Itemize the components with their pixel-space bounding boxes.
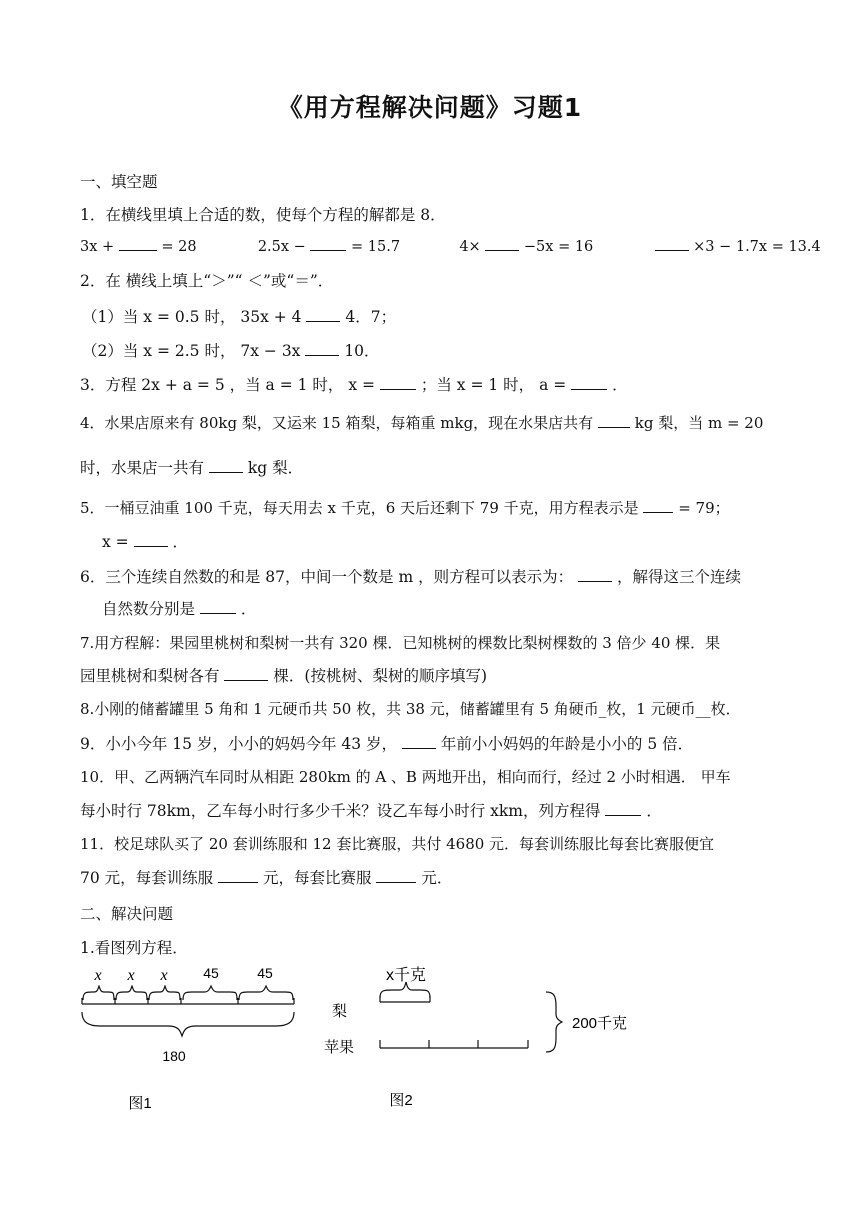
answer-blank[interactable]	[224, 666, 268, 681]
answer-blank[interactable]	[306, 307, 340, 322]
answer-blank[interactable]	[218, 868, 258, 883]
pear-row-label: 梨	[332, 1003, 348, 1020]
part-1-text: （1）当 x = 0.5 时， 35x + 4	[82, 308, 302, 326]
page-title: 《用方程解决问题》习题1	[277, 93, 583, 122]
pear-weight-label: x千克	[385, 967, 427, 984]
question-7-line-2	[80, 664, 487, 686]
question-9	[80, 732, 693, 754]
answer-blank[interactable]	[200, 599, 236, 614]
question-3-text-c: ．	[612, 376, 628, 394]
question-6-text-b: ，解得这三个连续	[616, 568, 741, 586]
part-2-value: 10．	[344, 342, 380, 360]
total-label: 180	[162, 1048, 186, 1064]
answer-blank[interactable]	[578, 567, 612, 582]
figure-2-diagram	[310, 960, 650, 1120]
question-4-text-c: 时，水果店一共有	[80, 459, 205, 477]
question-3-text-a: 3．方程 2x + a = 5 ，当 a = 1 时， x =	[80, 376, 375, 394]
question-6-text-c: 自然数分别是	[102, 600, 196, 618]
apple-row-label: 苹果	[324, 1039, 355, 1056]
question-1: 1．在横线里填上合适的数，使每个方程的解都是 8．	[80, 206, 446, 224]
figure-1-caption: 图1	[128, 1095, 152, 1112]
answer-blank[interactable]	[310, 236, 346, 251]
segment-label-45: 45	[257, 965, 273, 981]
segment-label-45: 45	[203, 965, 219, 981]
question-3-text-b: ；当 x = 1 时， a =	[420, 376, 567, 394]
pear-brace	[380, 982, 430, 998]
answer-blank[interactable]	[376, 868, 416, 883]
segment-brace	[239, 986, 293, 1000]
equation-1-left: 3x +	[80, 239, 115, 255]
answer-blank[interactable]	[119, 236, 157, 251]
segment-label-x: x	[160, 967, 168, 984]
answer-blank[interactable]	[605, 801, 641, 816]
question-5-text-a: 5．一桶豆油重 100 千克，每天用去 x 千克，6 天后还剩下 79 千克，用方程表示是	[80, 499, 639, 517]
question-5-text-b: = 79；	[678, 499, 730, 517]
question-11-text-b: 70 元，每套训练服	[80, 869, 214, 887]
equation-1-right: = 28	[161, 239, 197, 255]
answer-blank[interactable]	[571, 375, 607, 390]
question-2-part-2	[82, 339, 380, 361]
segment-label-x: x	[127, 967, 135, 984]
question-4-text-d: kg 梨．	[247, 459, 304, 477]
equation-4-right: ×3 − 1.7x = 13.4	[693, 239, 821, 255]
question-11-text-c: 元，每套比赛服	[263, 869, 372, 887]
answer-blank[interactable]	[305, 341, 339, 356]
question-10-line-2	[80, 799, 662, 821]
question-9-text-b: 年前小小妈妈的年龄是小小的 5 倍．	[440, 735, 694, 753]
part-1-value: 4．7；	[345, 308, 397, 326]
question-10-line-1: 10．甲、乙两辆汽车同时从相距 280km 的 A 、B 两地开出，相向而行，经过 2 小时相遇． 甲车	[80, 768, 731, 786]
question-7-line-1: 7.用方程解：果园里桃树和梨树一共有 320 棵．已知桃树的棵数比梨树棵数的 3 倍少 40 棵．果	[80, 634, 721, 652]
answer-blank[interactable]	[655, 236, 689, 251]
question-4-text-a: 4．水果店原来有 80kg 梨，又运来 15 箱梨，每箱重 mkg，现在水果店共有	[80, 414, 594, 432]
figure-2-caption: 图2	[389, 1092, 413, 1109]
question-5-text-c: x =	[102, 533, 129, 551]
answer-blank[interactable]	[402, 734, 436, 749]
figure-1-diagram	[0, 960, 320, 1120]
equation-2-right: = 15.7	[351, 239, 401, 255]
question-4-line-1	[80, 412, 763, 433]
answer-blank[interactable]	[380, 375, 416, 390]
segment-label-x: x	[94, 967, 102, 984]
answer-blank[interactable]	[598, 413, 630, 428]
segment-brace	[116, 986, 147, 1000]
problem-1: 1.看图列方程．	[80, 939, 188, 957]
equation-3-left: 4×	[459, 239, 481, 255]
question-11-text-d: 元．	[421, 869, 453, 887]
question-6-line-1	[80, 565, 741, 587]
answer-blank[interactable]	[485, 236, 519, 251]
question-5-line-1	[80, 497, 730, 518]
total-right-brace	[546, 992, 562, 1052]
section-heading-fill-blank: 一、填空题	[80, 173, 158, 191]
segment-brace	[83, 986, 114, 1000]
question-3	[80, 373, 628, 395]
question-6-text-a: 6．三个连续自然数的和是 87，中间一个数是 m ，则方程可以表示为：	[80, 568, 574, 586]
question-6-line-2	[102, 597, 256, 619]
question-2-part-1	[82, 305, 396, 327]
question-7-text-c: 棵．(按桃树、梨树的顺序填写)	[273, 667, 487, 685]
question-11-line-2	[80, 866, 452, 888]
question-5-line-2	[102, 530, 188, 552]
question-11-line-1: 11．校足球队买了 20 套训练服和 12 套比赛服，共付 4680 元．每套训练服比每套比赛服便宜	[80, 835, 715, 853]
question-4-line-2	[80, 456, 303, 478]
question-7-text-b: 园里桃树和梨树各有	[80, 667, 220, 685]
answer-blank[interactable]	[134, 532, 168, 547]
section-heading-problems: 二、解决问题	[80, 905, 174, 923]
equation-2-left: 2.5x −	[257, 239, 306, 255]
question-5-text-d: ．	[172, 533, 189, 551]
segment-brace	[183, 986, 237, 1000]
part-2-text: （2）当 x = 2.5 时， 7x − 3x	[82, 342, 301, 360]
total-weight-label: 200千克	[572, 1015, 628, 1032]
question-1-equations	[80, 236, 821, 255]
question-6-text-d: ．	[240, 600, 257, 618]
question-9-text-a: 9．小小今年 15 岁，小小的妈妈今年 43 岁，	[80, 735, 398, 753]
equation-3-right: −5x = 16	[523, 239, 594, 255]
segment-brace	[149, 986, 180, 1000]
question-10-text-c: ．	[646, 802, 662, 820]
total-brace	[82, 1012, 294, 1036]
question-2: 2．在 横线上填上“＞”“ ＜”或“＝”．	[80, 272, 334, 290]
answer-blank[interactable]	[209, 458, 243, 473]
question-4-text-b: kg 梨，当 m = 20	[634, 414, 764, 432]
question-8: 8.小刚的储蓄罐里 5 角和 1 元硬币共 50 枚，共 38 元，储蓄罐里有 5 角硬币_枚，1 元硬币__枚．	[80, 700, 741, 718]
question-10-text-b: 每小时行 78km，乙车每小时行多少千米？设乙车每小时行 xkm，列方程得	[80, 802, 601, 820]
answer-blank[interactable]	[643, 498, 673, 513]
